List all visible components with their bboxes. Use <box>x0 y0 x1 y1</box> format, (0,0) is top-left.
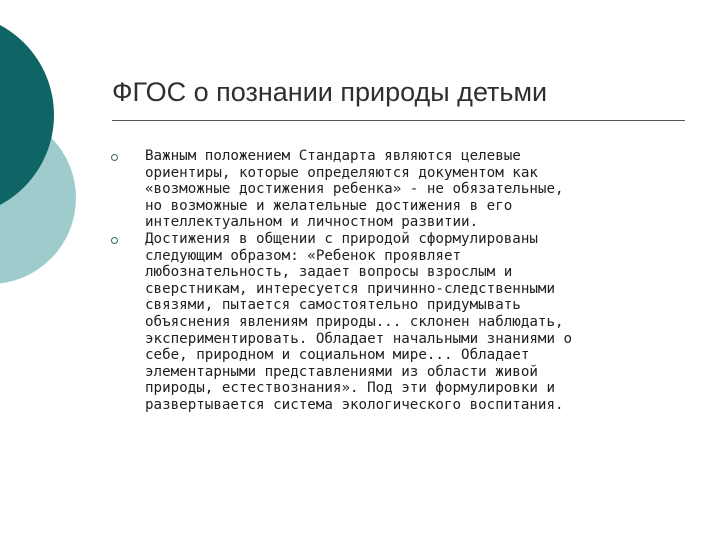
slide-title: ФГОС о познании природы детьми <box>112 77 548 107</box>
hollow-circle-bullet-icon <box>111 237 118 244</box>
bullet-item <box>111 148 685 231</box>
bullet-item <box>111 231 685 414</box>
hollow-circle-bullet-icon <box>111 154 118 161</box>
decorative-circles <box>0 0 100 300</box>
title-divider <box>112 120 685 121</box>
bullet-text: Важным положением Стандарта являются целевые ориентиры, которые определяются документом как «возможные достижения ребенка» - не обязательные, но возможные и желательные достижения в его интеллектуальном и личностном развитии. <box>145 148 564 231</box>
bullet-text: Достижения в общении с природой сформулированы следующим образом: «Ребенок проявляет любознательность, задает вопросы взрослым и сверстникам, интересуется причинно-следственными связями, пытается самостоятельно придумывать объяснения явлениям природы... склонен наблюдать, экспериментировать. Обладает начальными знаниями о себе, природном и социальном мире... Обладает элементарными представлениями из области живой природы, естествознания». Под эти формулировки и развертывается система экологического воспитания. <box>145 230 573 413</box>
bullet-list <box>111 148 685 414</box>
